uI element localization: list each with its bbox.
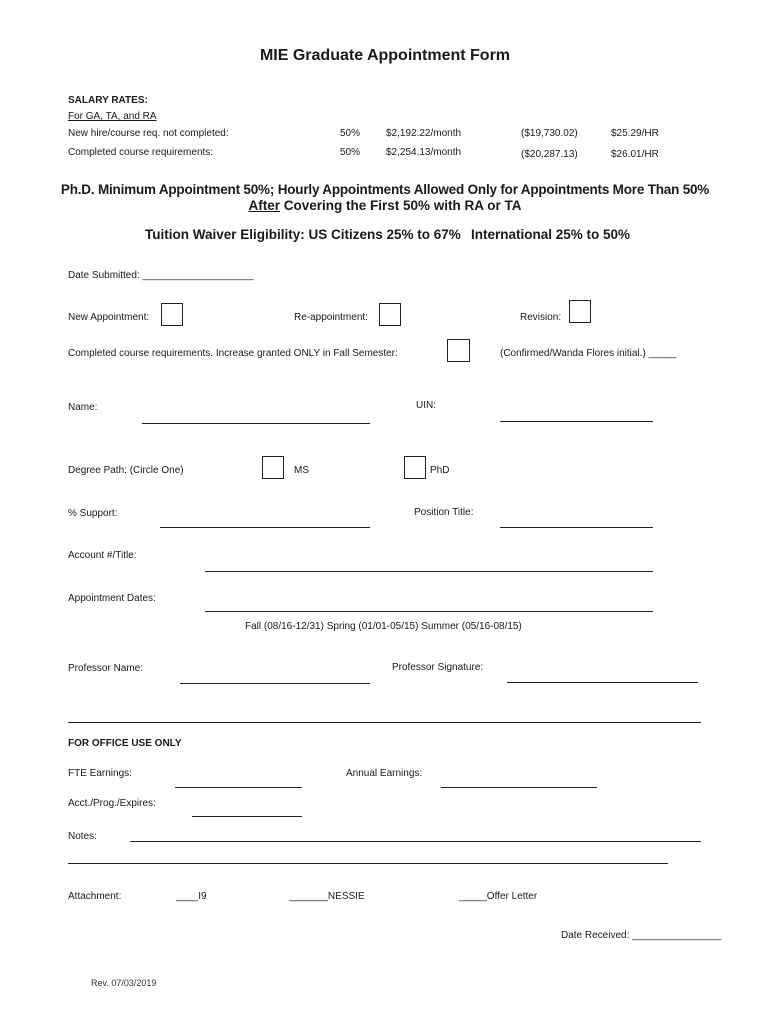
fte-earnings-input-line[interactable] [175, 787, 302, 788]
salary-row-percent: 50% [340, 128, 361, 139]
revision-label: Revision: [520, 312, 562, 323]
name-label: Name: [68, 402, 98, 413]
notes-input-line-2[interactable] [68, 863, 668, 864]
phd-checkbox[interactable] [404, 456, 426, 479]
acct-prog-expires-input-line[interactable] [192, 816, 302, 817]
notes-input-line-1[interactable] [130, 841, 701, 842]
salary-row-annual: ($20,287.13) [521, 149, 578, 160]
revision-checkbox[interactable] [569, 300, 591, 323]
attachment-offer-letter[interactable]: _____Offer Letter [459, 891, 538, 902]
position-title-label: Position Title: [414, 507, 474, 518]
professor-signature-input-line[interactable] [507, 682, 698, 683]
ms-checkbox[interactable] [262, 456, 284, 479]
salary-row-monthly: $2,254.13/month [386, 147, 462, 158]
uin-input-line[interactable] [500, 421, 653, 422]
salary-rates-subheader: For GA, TA, and RA [68, 111, 157, 122]
form-title: MIE Graduate Appointment Form [259, 47, 511, 64]
salary-rates-header: SALARY RATES: [68, 95, 148, 106]
appointment-notice-line2 [0, 198, 770, 213]
degree-path-label: Degree Path: (Circle One) [68, 465, 184, 476]
confirmed-initial-field[interactable]: (Confirmed/Wanda Flores initial.) _____ [500, 348, 677, 359]
professor-signature-label: Professor Signature: [392, 662, 484, 673]
phd-label: PhD [430, 465, 450, 476]
salary-row-label: New hire/course req. not completed: [68, 128, 229, 139]
salary-row-monthly: $2,192.22/month [386, 128, 462, 139]
section-divider [68, 722, 701, 723]
appointment-dates-input-line[interactable] [205, 611, 653, 612]
salary-row-label: Completed course requirements: [68, 147, 214, 158]
salary-row-annual: ($19,730.02) [521, 128, 578, 139]
acct-prog-expires-label: Acct./Prog./Expires: [68, 798, 156, 809]
office-use-header: FOR OFFICE USE ONLY [68, 738, 182, 749]
new-appointment-label: New Appointment: [68, 312, 150, 323]
reappointment-label: Re-appointment: [294, 312, 368, 323]
name-input-line[interactable] [142, 423, 370, 424]
reappointment-checkbox[interactable] [379, 303, 401, 326]
professor-name-label: Professor Name: [68, 663, 144, 674]
support-input-line[interactable] [160, 527, 370, 528]
date-submitted-field[interactable]: Date Submitted: ____________________ [68, 270, 254, 281]
salary-row-hourly: $26.01/HR [611, 149, 659, 160]
notice-line2-rest: Covering the First 50% with RA or TA [279, 198, 522, 213]
semester-date-ranges: Fall (08/16-12/31) Spring (01/01-05/15) Summer (05/16-08/15) [245, 621, 522, 632]
tuition-us-citizens: Tuition Waiver Eligibility: US Citizens 25% to 67% [145, 227, 461, 242]
support-label: % Support: [68, 508, 118, 519]
ms-label: MS [294, 465, 309, 476]
revision-date: Rev. 07/03/2019 [91, 978, 157, 988]
salary-row-percent: 50% [340, 147, 361, 158]
fte-earnings-label: FTE Earnings: [68, 768, 132, 779]
new-appointment-checkbox[interactable] [161, 303, 183, 326]
notes-label: Notes: [68, 831, 97, 842]
date-received-field[interactable]: Date Received: ________________ [561, 930, 722, 941]
attachment-label: Attachment: [68, 891, 122, 902]
account-input-line[interactable] [205, 571, 653, 572]
account-label: Account #/Title: [68, 550, 137, 561]
appointment-dates-label: Appointment Dates: [68, 593, 156, 604]
position-title-input-line[interactable] [500, 527, 653, 528]
professor-name-input-line[interactable] [180, 683, 370, 684]
salary-row-hourly: $25.29/HR [611, 128, 659, 139]
completed-course-checkbox[interactable] [447, 339, 470, 362]
uin-label: UIN: [416, 400, 436, 411]
annual-earnings-input-line[interactable] [441, 787, 597, 788]
notice-after-word: After [248, 198, 280, 213]
tuition-international: International 25% to 50% [471, 227, 631, 242]
attachment-i9[interactable]: ____I9 [176, 891, 207, 902]
appointment-notice-line1: Ph.D. Minimum Appointment 50%; Hourly Appointments Allowed Only for Appointments More Than 50% [60, 182, 710, 197]
attachment-nessie[interactable]: _______NESSIE [289, 891, 365, 902]
completed-course-label: Completed course requirements. Increase granted ONLY in Fall Semester: [68, 348, 398, 359]
annual-earnings-label: Annual Earnings: [346, 768, 423, 779]
